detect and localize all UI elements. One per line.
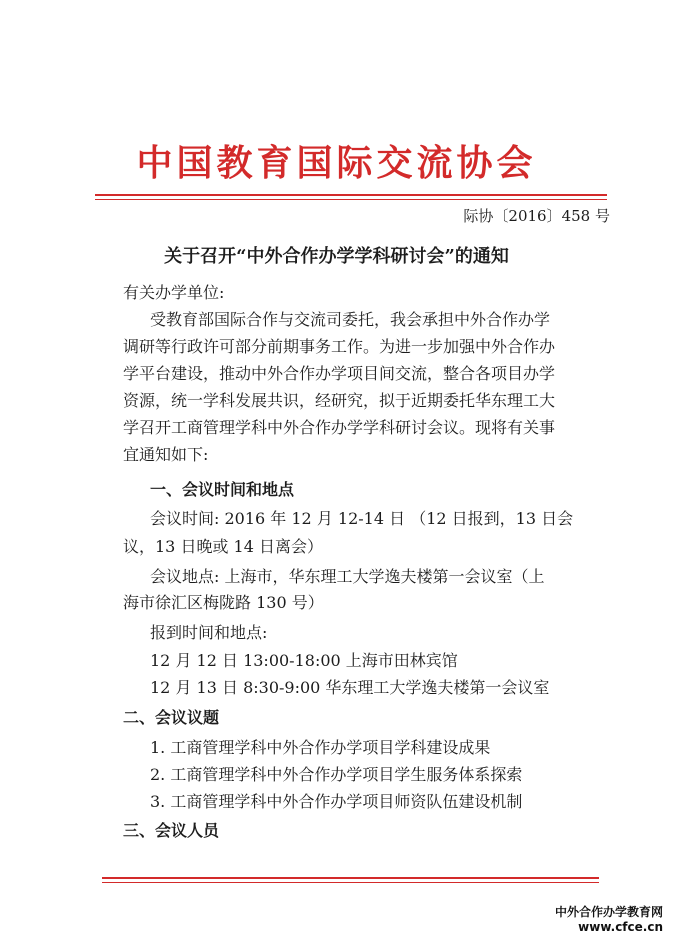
body-line: 学召开工商管理学科中外合作办学学科研讨会议。现将有关事 xyxy=(123,418,556,437)
checkin-item: 12 月 12 日 13:00-18:00 上海市田林宾馆 xyxy=(150,651,458,670)
meeting-place-continued: 海市徐汇区梅陇路 130 号） xyxy=(123,593,324,612)
body-line: 宜通知如下: xyxy=(123,445,209,464)
checkin-heading: 报到时间和地点: xyxy=(150,623,268,642)
body-line: 资源，统一学科发展共识，经研究，拟于近期委托华东理工大 xyxy=(123,391,556,410)
section-heading: 二、会议议题 xyxy=(123,708,220,727)
section-heading: 三、会议人员 xyxy=(123,821,220,840)
topic-item: 3. 工商管理学科中外合作办学项目师资队伍建设机制 xyxy=(150,792,523,811)
letterhead-rule-top xyxy=(95,194,607,196)
footer-rule-bottom xyxy=(102,882,599,883)
body-line: 调研等行政许可部分前期事务工作。为进一步加强中外合作办 xyxy=(123,337,556,356)
checkin-item: 12 月 13 日 8:30-9:00 华东理工大学逸夫楼第一会议室 xyxy=(150,678,550,697)
body-line: 受教育部国际合作与交流司委托，我会承担中外合作办学 xyxy=(150,310,551,329)
meeting-time-continued: 议，13 日晚或 14 日离会） xyxy=(123,537,323,556)
footer-rule-top xyxy=(102,877,599,879)
meeting-place: 会议地点: 上海市，华东理工大学逸夫楼第一会议室（上 xyxy=(150,567,545,586)
section-heading: 一、会议时间和地点 xyxy=(150,480,295,499)
body-line: 学平台建设，推动中外合作办学项目间交流，整合各项目办学 xyxy=(123,364,556,383)
salutation: 有关办学单位: xyxy=(123,283,225,302)
watermark-url: www.cfce.cn xyxy=(578,920,663,934)
letterhead-rule-bottom xyxy=(95,199,607,200)
watermark-site-name: 中外合作办学教育网 xyxy=(554,905,663,919)
letterhead-organization: 中国教育国际交流协会 xyxy=(136,142,537,184)
document-number: 际协〔2016〕458 号 xyxy=(463,207,610,225)
site-watermark xyxy=(555,905,663,935)
meeting-time: 会议时间: 2016 年 12 月 12-14 日 （12 日报到，13 日会 xyxy=(150,509,574,528)
topic-item: 2. 工商管理学科中外合作办学项目学生服务体系探索 xyxy=(150,765,523,784)
topic-item: 1. 工商管理学科中外合作办学项目学科建设成果 xyxy=(150,738,491,757)
document-title: 关于召开“中外合作办学学科研讨会”的通知 xyxy=(164,246,509,267)
